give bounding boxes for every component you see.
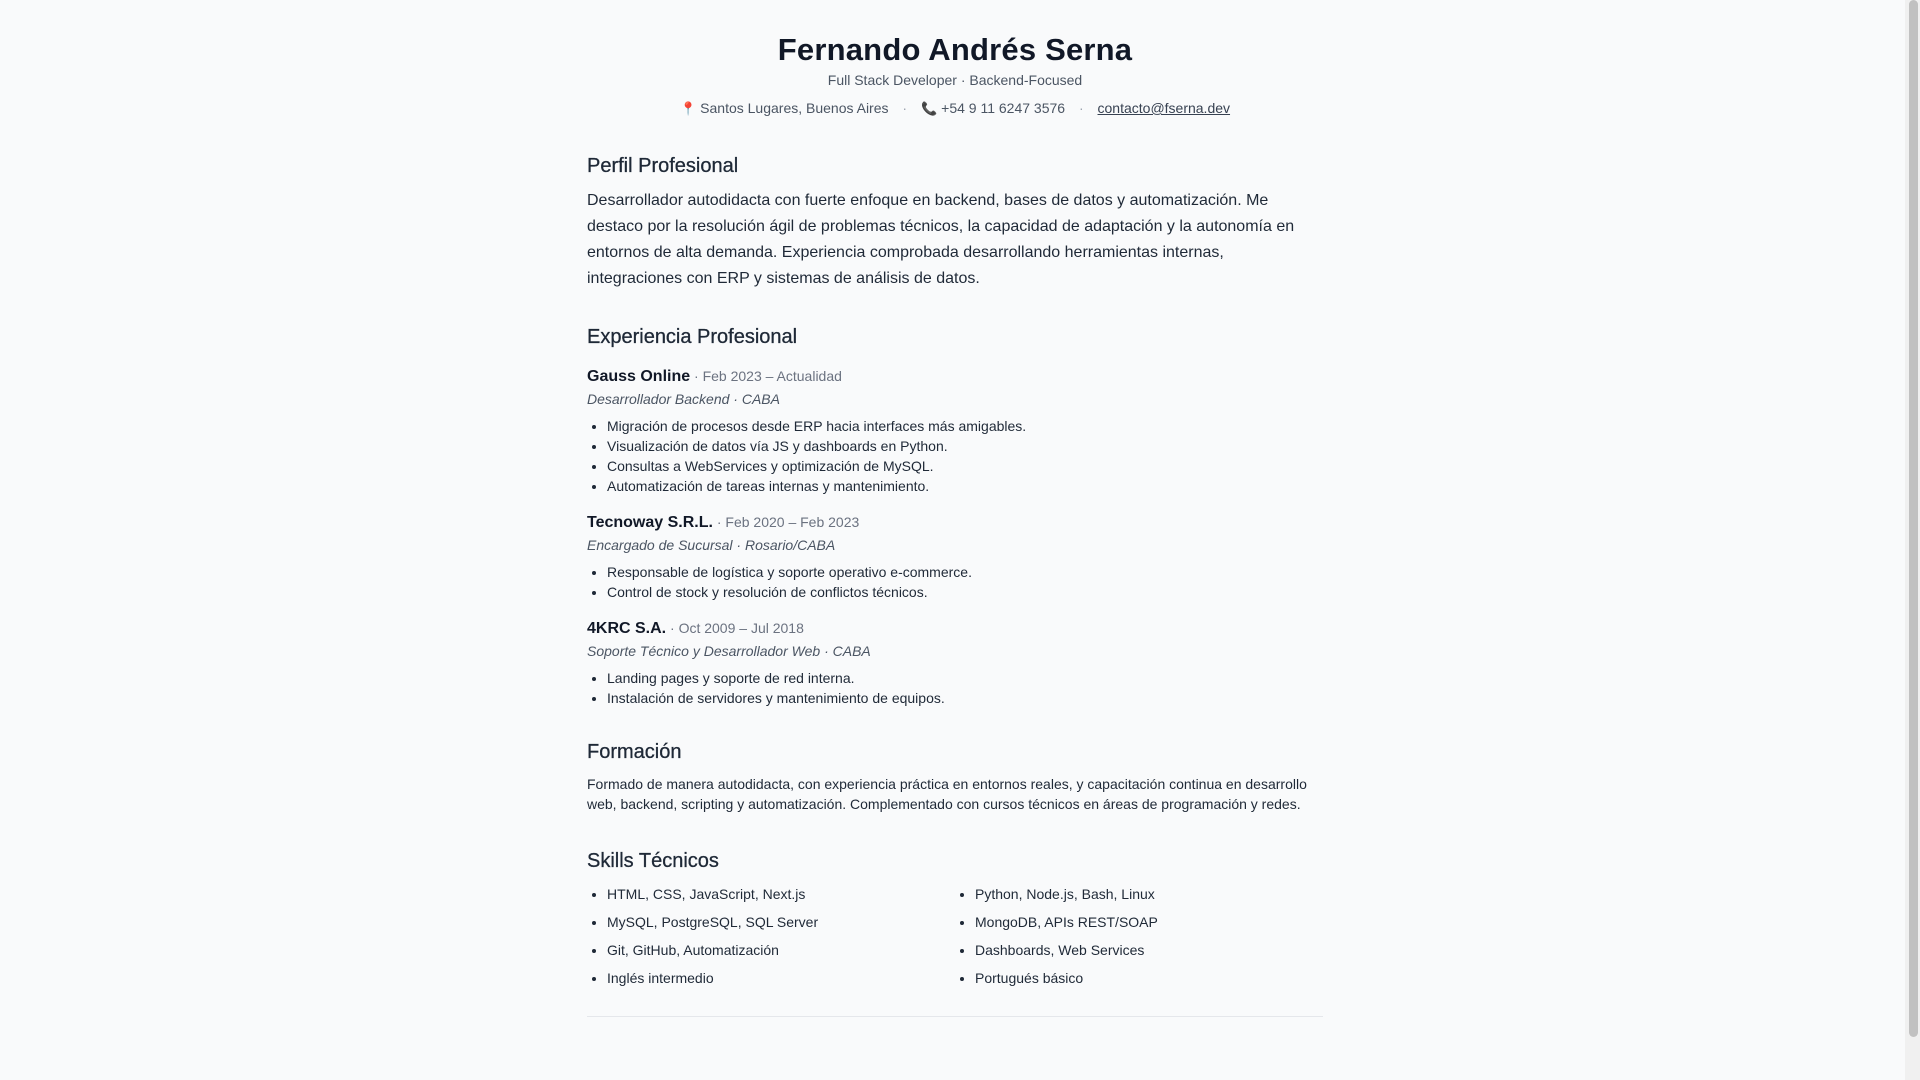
list-item: • Instalación de servidores y mantenimiento de equipos. [607,688,1323,708]
skills-grid [587,880,1323,992]
experience-section [587,324,1323,708]
footer-divider [587,1016,1323,1017]
job-period: · Oct 2009 – Jul 2018 [670,620,804,636]
profile-heading: Perfil Profesional [587,155,739,177]
person-name: Fernando Andrés Serna [777,32,1133,67]
phone-text: +54 9 11 6247 3576 [941,100,1066,116]
scrollbar-track[interactable] [1905,0,1920,1080]
job-period: · Feb 2023 – Actualidad [694,368,842,384]
skills-heading: Skills Técnicos [587,850,719,872]
profile-text: Desarrollador autodidacta con fuerte enfoque en backend, bases de datos y automatización. Me destaco por la resolución ágil de problemas técnicos, la capacidad de adaptación y la autonomía en entornos de alta demanda. Experiencia comprobada desarrollando herramientas internas, integraciones con ERP y sistemas de análisis de datos. [587,192,1295,287]
job-entry [587,512,1323,602]
job-entry [587,618,1323,708]
formation-text: Formado de manera autodidacta, con experiencia práctica en entornos reales, y capacitación continua en desarrollo web, backend, scripting y automatización. Complementado con cursos técnicos en áreas de programación y redes. [587,776,1307,812]
email-link[interactable]: contacto@fserna.dev [1097,100,1231,116]
company-name: Tecnoway S.R.L. [587,514,713,531]
formation-heading: Formación [587,741,682,763]
list-item: • Control de stock y resolución de conflictos técnicos. [607,582,1323,602]
list-item: • HTML, CSS, JavaScript, Next.js [607,880,955,908]
company-name: Gauss Online [587,368,691,385]
job-role: Desarrollador Backend · CABA [587,391,780,407]
list-item: • Portugués básico [975,964,1323,992]
job-role: Soporte Técnico y Desarrollador Web · CABA [587,643,871,659]
job-bullets [587,416,1323,496]
cv-page [587,0,1323,1017]
list-item: • MongoDB, APIs REST/SOAP [975,908,1323,936]
list-item: • Automatización de tareas internas y mantenimiento. [607,476,1323,496]
job-role: Encargado de Sucursal · Rosario/CABA [587,537,836,553]
list-item: • Python, Node.js, Bash, Linux [975,880,1323,908]
skills-section [587,848,1323,992]
separator: · [902,100,908,116]
job-bullets [587,668,1323,708]
list-item: • Consultas a WebServices y optimización de MySQL. [607,456,1323,476]
profile-section [587,153,1323,292]
list-item: • Dashboards, Web Services [975,936,1323,964]
job-bullets [587,562,1323,602]
list-item: • Git, GitHub, Automatización [607,936,955,964]
job-title: Full Stack Developer · Backend-Focused [827,72,1083,88]
experience-heading: Experiencia Profesional [587,326,798,348]
list-item: • Landing pages y soporte de red interna. [607,668,1323,688]
job-period: · Feb 2020 – Feb 2023 [716,514,860,530]
scrollbar-thumb[interactable] [1909,0,1918,1037]
job-entry [587,366,1323,496]
list-item: • Responsable de logística y soporte operativo e-commerce. [607,562,1323,582]
cv-header [587,0,1323,118]
telephone-icon: 📞 [920,101,938,116]
contact-line [587,99,1323,118]
skills-list-right [955,880,1323,992]
list-item: • MySQL, PostgreSQL, SQL Server [607,908,955,936]
formation-section [587,739,1323,814]
list-item: • Migración de procesos desde ERP hacia interfaces más amigables. [607,416,1323,436]
location-text: Santos Lugares, Buenos Aires [700,100,889,116]
map-pin-icon: 📍 [679,101,697,116]
separator: · [1078,100,1084,116]
company-name: 4KRC S.A. [587,620,667,637]
list-item: • Inglés intermedio [607,964,955,992]
list-item: • Visualización de datos vía JS y dashboards en Python. [607,436,1323,456]
skills-list-left [587,880,955,992]
